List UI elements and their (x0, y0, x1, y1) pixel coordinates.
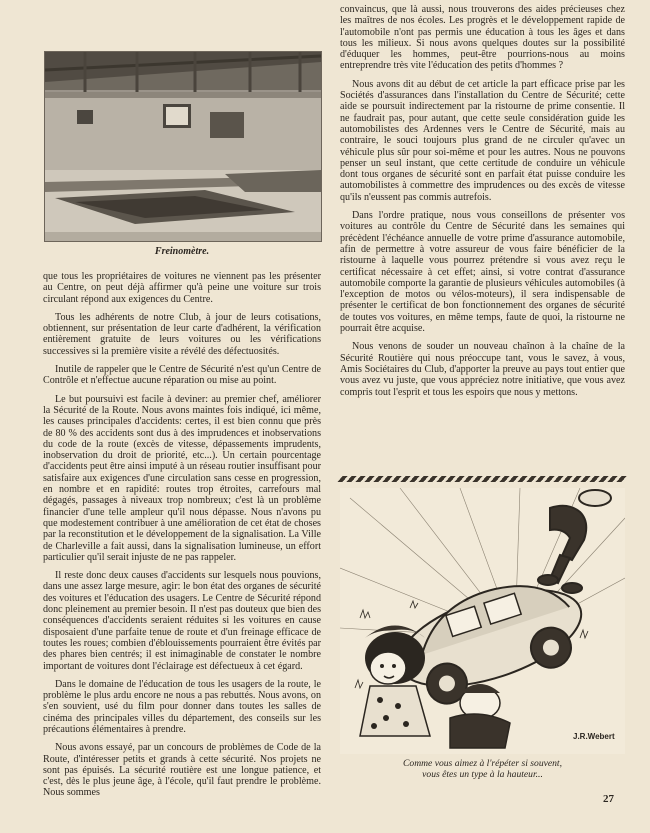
car-cartoon-drawing (340, 488, 625, 754)
section-divider (337, 476, 627, 482)
paragraph: Nous avons dit au début de cet article la part efficace prise par les Sociétés d'assurances dans l'installation du Centre de Sécurité; cette aide se poursuit indirectement par la ristourne de prime consentie. Il ne faudrait pas, pour autant, que cette seule considération guide les automobilistes des Ardennes vers le Centre de Sécurité, mais au contraire, le souci toujours plus grand de ne circuler qu'avec un véhicule plus sûr pour soi-même et pour les autres. Nous ne pouvons penser un seul instant, que cette certitude de conduire un véhicule dont tous organes de sécurité sont en parfait état puisse conduire les automobilistes à commettre des imprudences ou des excès de vitesse qu'ils n'eussent pas commis autrefois. (340, 78, 625, 203)
paragraph: convaincus, que là aussi, nous trouverons des aides précieuses chez les maîtres de nos écoles. Les progrès et le développement rapide de l'automobile n'ont pas permis une éducation à tous les âges et dans tous les milieux. Si nous avons quelques doutes sur la possibilité d'éduquer les hommes, peut-être pourrions-nous au moins entreprendre très vite l'éducation des petits d'hommes ? (340, 4, 625, 72)
paragraph: Nous avons essayé, par un concours de problèmes de Code de la Route, d'intéresser petits et grands à cette sécurité. Nos projets ne sont pas épuisés. La sécurité routière est une longue patience, et c'est, dès le plus jeune âge, à l'école, qu'il faut prendre le problème. Nous sommes (43, 742, 321, 799)
page-number: 27 (603, 793, 614, 805)
paragraph: Le but poursuivi est facile à deviner: au premier chef, améliorer la Sécurité de la Route. Nous avons maintes fois indiqué, ici même, les causes principales d'accidents: certes, il est bien connu que près de 80 % des accidents sont dus à des imprudences et inobservations du code de la route (excès de vitesse, dépassements imprudents, inobservation du droit de priorité, etc...). Un certain pourcentage d'accidents peut être ainsi imputé à un réseau routier insuffisant pour satisfaire aux exigences d'une circulation sans cesse en progression, en nombre et en rapidité: routes trop étroites, carrefours mal dégagés, passages à niveaux trop nombreux; c'est là un problème financier d'une telle ampleur qu'il nous dépasse. Nous n'avons pu que modestement contribuer à une amélioration de cet état de choses par la reconstitution et le développement de la signalisation. La Ville de Charleville a fait aussi, dans la signalisation lumineuse, un effort particulier qu'il serait injuste de ne pas rappeler. (43, 393, 321, 563)
cartoon-caption-line: Comme vous aimez à l'répéter si souvent, (403, 758, 562, 769)
paragraph: Dans le domaine de l'éducation de tous les usagers de la route, le problème le plus ardu encore ne nous a pas rebuttés. Nous avons, on s'en souvient, usé du film pour donner dans toutes les salles de cinéma des principales villes du département, des conseils sur les précautions élémentaires à prendre. (43, 678, 321, 735)
cartoon-illustration (340, 488, 625, 754)
paragraph: Nous venons de souder un nouveau chaînon à la chaîne de la Sécurité Routière qui nous préoccupe tant, vous le savez, à vous, Amis Sociétaires du Club, d'apporter la preuve au pays tout entier que vous avez vu juste, que vous appréciez notre initiative, que vous avez compris tout l'esprit et tous les espoirs que nous y mettons. (340, 341, 625, 398)
cartoon-caption-line: vous êtes un type à la hauteur... (422, 769, 543, 780)
paragraph: Tous les adhérents de notre Club, à jour de leurs cotisations, obtiennent, sur présentation de leur carte d'adhérent, la vérification entièrement gratuite de leurs voitures ou les vérifications successives si la première visite a révélé des défectuosités. (43, 311, 321, 357)
left-column-text (43, 271, 321, 806)
artist-signature: J.R.Webert (573, 732, 615, 741)
paragraph: que tous les propriétaires de voitures ne viennent pas les présenter au Centre, on peut déjà affirmer qu'à peine une voiture sur trois circulant répond aux exigences du Centre. (43, 271, 321, 305)
garage-hall-illustration (45, 52, 321, 241)
paragraph: Il reste donc deux causes d'accidents sur lesquels nous pouvions, dans une assez large mesure, agir: le bon état des organes de sécurité des voitures et l'éducation des usagers. Le Centre de Sécurité répond donc pleinement au premier besoin. Il n'est pas douteux que bien des conséquences d'accidents seraient réduites si les voitures en cause disposaient d'une parfaite tenue de route et d'un freinage efficace de toutes les roues; combien d'éblouissements pourraient être évités par des phares bien centrés; il est inimaginable de constater le nombre important de voitures dont l'éclairage est défectueux à cet égard. (43, 570, 321, 672)
paragraph: Dans l'ordre pratique, nous vous conseillons de présenter vos voitures au contrôle du Centre de Sécurité dans les semaines qui précèdent l'échéance annuelle de votre prime d'assurance automobile, afin de permettre à votre assureur de vous faire bénéficier de la ristourne à laquelle vous pourrez prétendre si vous avez reçu le certificat nécessaire à cet effet; ainsi, si votre contrat d'assurance automobile comporte la garantie de plusieurs véhicules automobiles (à l'exception de motos ou vélos-moteurs), il sera indispensable de présenter le certificat de bon fonctionnement des organes de sécurité de toutes vos voitures, en même temps, faute de quoi, la ristourne ne pourrait être acquise. (340, 210, 625, 335)
freinometre-photo (44, 51, 322, 242)
cartoon-caption (340, 758, 625, 780)
photo-caption: Freinomètre. (154, 246, 210, 257)
paragraph: Inutile de rappeler que le Centre de Sécurité n'est qu'un Centre de Contrôle et n'effectue aucune réparation ou mise au point. (43, 364, 321, 387)
right-column-text (340, 4, 625, 405)
